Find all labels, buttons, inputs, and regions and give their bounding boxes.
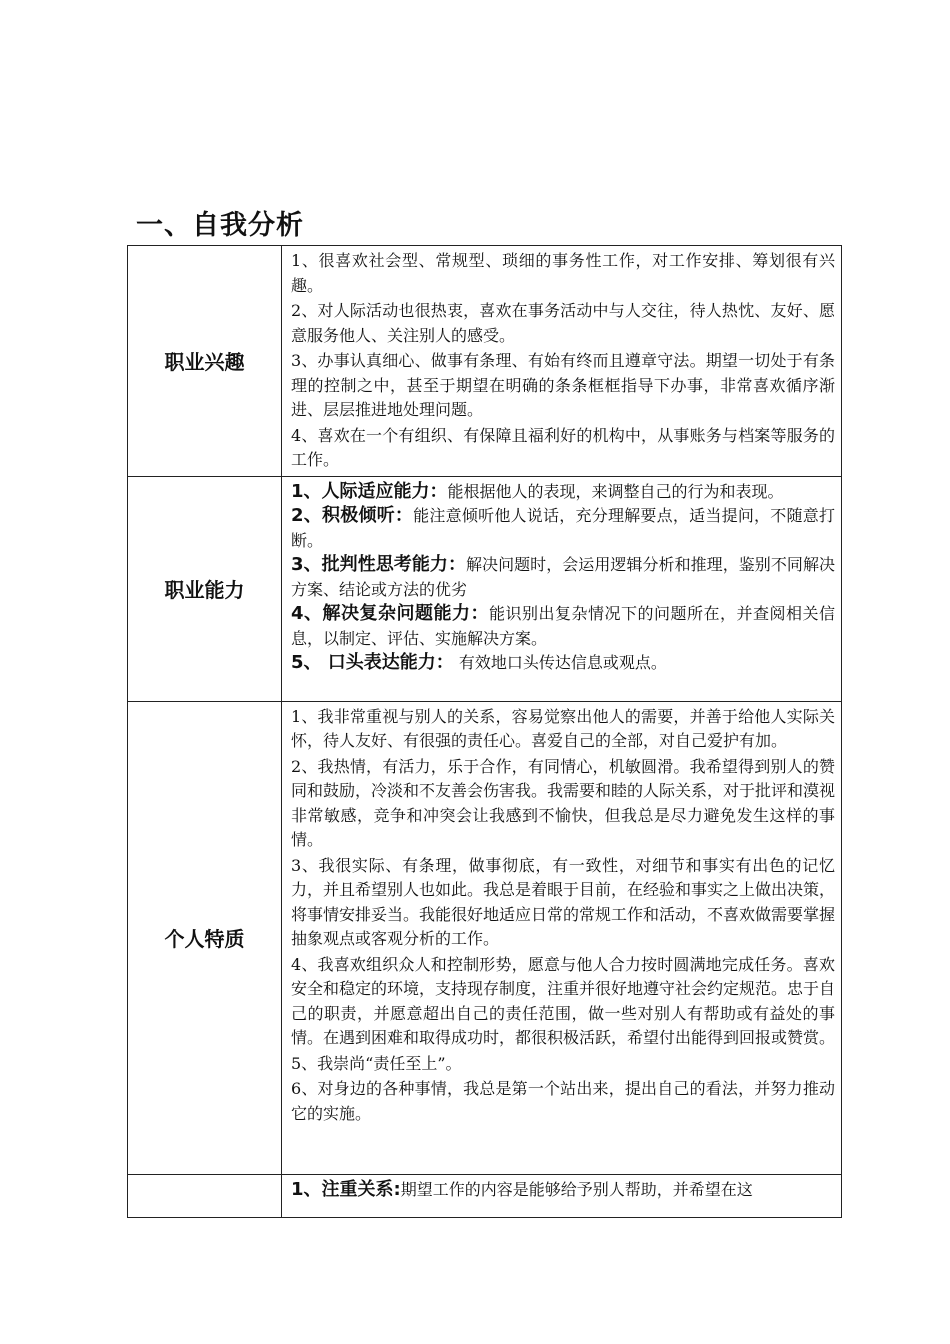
self-analysis-table	[127, 245, 842, 1218]
values-item-text: 期望工作的内容是能够给予别人帮助，并希望在这	[400, 1179, 753, 1199]
values-item	[291, 1178, 835, 1203]
ability-item-head: 4、解决复杂问题能力	[291, 603, 471, 624]
traits-item: 5、我崇尚“责任至上”。	[291, 1053, 462, 1073]
values-item-sep: :	[393, 1178, 401, 1200]
content-career-ability	[282, 476, 842, 701]
ability-item	[291, 504, 835, 553]
content-career-interest	[282, 246, 842, 477]
ability-item-text: 有效地口头传达信息或观点。	[453, 653, 667, 672]
ability-item-text: 解决问题时，会运用逻辑分析和推理，鉴别不同解决方案、结论或方法的优劣	[291, 555, 835, 599]
ability-item-sep: ：	[394, 505, 414, 526]
row-career-ability	[128, 476, 842, 701]
label-work-values	[128, 1174, 282, 1217]
traits-item: 1、我非常重视与别人的关系，容易觉察出他人的需要，并善于给他人实际关怀，待人友好、有很强的责任心。喜爱自己的全部，对自己爱护有加。	[291, 706, 835, 750]
ability-item-sep: ：	[429, 480, 448, 502]
row-personal-traits	[128, 701, 842, 1174]
traits-item: 4、我喜欢组织众人和控制形势，愿意与他人合力按时圆满地完成任务。喜欢安全和稳定的环境，支持现存制度，注重并很好地遵守社会约定规范。忠于自己的职责，并愿意超出自己的责任范围，做一些对别人有帮助或有益处的事情。在遇到困难和取得成功时，都很积极活跃，希望付出能得到回报或赞赏。	[291, 954, 836, 1047]
content-personal-traits	[282, 701, 842, 1174]
section-title: 一、自我分析	[136, 210, 304, 241]
interest-item: 2、对人际活动也很热衷，喜欢在事务活动中与人交往，待人热忱、友好、愿意服务他人、关注别人的感受。	[291, 301, 835, 345]
ability-item	[291, 480, 835, 505]
label-career-interest: 职业兴趣	[128, 246, 282, 477]
interest-item: 4、喜欢在一个有组织、有保障且福利好的机构中，从事账务与档案等服务的工作。	[291, 425, 835, 469]
row-work-values	[128, 1174, 842, 1217]
traits-item: 6、对身边的各种事情，我总是第一个站出来，提出自己的看法，并努力推动它的实施。	[291, 1079, 835, 1123]
ability-item-text: 能根据他人的表现，来调整自己的行为和表现。	[447, 481, 784, 501]
ability-item	[291, 602, 835, 651]
interest-item: 3、办事认真细心、做事有条理、有始有终而且遵章守法。期望一切处于有条理的控制之中，甚至于期望在明确的条条框框指导下办事，非常喜欢循序渐进、层层推进地处理问题。	[291, 351, 835, 419]
ability-item-sep: ：	[470, 603, 490, 624]
content-work-values	[282, 1174, 842, 1217]
traits-item: 3、我很实际、有条理，做事彻底，有一致性，对细节和事实有出色的记忆力，并且希望别人也如此。我总是着眼于目前，在经验和事实之上做出决策，将事情安排妥当。我能很好地适应日常的常规工作和活动，不喜欢做需要掌握抽象观点或客观分析的工作。	[291, 855, 836, 948]
ability-item-head: 2、积极倾听	[291, 505, 395, 526]
ability-item-text: 能注意倾听他人说话，充分理解要点，适当提问，不随意打断。	[291, 506, 835, 550]
ability-item-sep: ：	[435, 652, 454, 673]
ability-item-text: 能识别出复杂情况下的问题所在，并查阅相关信息，以制定、评估、实施解决方案。	[291, 604, 835, 648]
ability-item	[291, 553, 835, 602]
values-item-head: 1、注重关系	[291, 1178, 394, 1200]
ability-item-head: 5、 口头表达能力	[291, 652, 436, 673]
ability-item-head: 3、批判性思考能力	[291, 554, 448, 575]
traits-item: 2、我热情，有活力，乐于合作，有同情心，机敏圆滑。我希望得到别人的赞同和鼓励，冷淡和不友善会伤害我。我需要和睦的人际关系，对于批评和漠视非常敏感，竞争和冲突会让我感到不愉快，但我总是尽力避免发生这样的事情。	[291, 756, 836, 849]
label-career-ability: 职业能力	[128, 476, 282, 701]
interest-item: 1、很喜欢社会型、常规型、琐细的事务性工作，对工作安排、筹划很有兴趣。	[291, 251, 835, 295]
row-career-interest	[128, 246, 842, 477]
ability-item	[291, 651, 835, 676]
label-personal-traits: 个人特质	[128, 701, 282, 1174]
ability-item-sep: ：	[447, 554, 466, 575]
ability-item-head: 1、人际适应能力	[291, 480, 430, 502]
